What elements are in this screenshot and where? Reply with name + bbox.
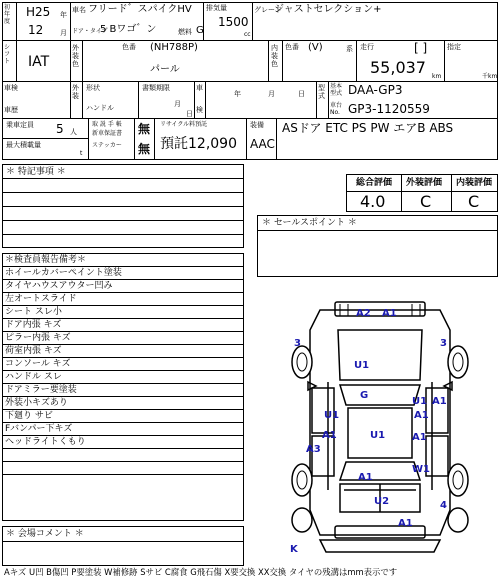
inspect-label: 検 <box>196 106 203 114</box>
mark-roof: U1 <box>370 430 386 441</box>
displacement-label: 排気量 <box>206 4 227 12</box>
year-unit: 年 <box>60 11 67 19</box>
load-unit: t <box>80 150 83 157</box>
grade-label: グレード <box>254 6 282 14</box>
inspector-note-item <box>2 449 244 462</box>
mark-hood: U1 <box>354 360 370 371</box>
shift-value: IAT <box>28 54 50 70</box>
inspector-note-item: 荷室内張 キズ <box>2 345 244 358</box>
inspector-note-item: コンソール キズ <box>2 358 244 371</box>
fuel-value: G <box>196 25 204 36</box>
color-name: パール <box>150 64 180 75</box>
inspector-note-item: ホイールカバーペイント塗装 <box>2 267 244 280</box>
mark-front-left: A2 <box>356 308 371 319</box>
venue-comment-title: ＊ 会場コメント ＊ <box>6 529 84 539</box>
legend-text: Aキズ U凹 B傷凹 P要塗装 W補修跡 Sサビ C腐食 G飛石傷 X要交換 XX交換 タイヤの残溝はmm表示です <box>4 567 398 577</box>
mark-right-door-lower: A1 <box>414 410 429 421</box>
mark-rear-fender-right: A1 <box>412 432 427 443</box>
inspector-note-item: タイヤハウスアウター凹み <box>2 280 244 293</box>
mark-right-rear-fender: W1 <box>412 464 430 475</box>
mileage-label: 走行 <box>360 43 374 51</box>
manual-label: 取 説 手 帳 <box>92 121 122 128</box>
equipment-list: ASドア ETC PS PW エアB ABS <box>282 121 454 135</box>
vehicle-label: 車検 <box>4 84 18 92</box>
car-label: 車 <box>196 84 203 92</box>
mark-right-front-wheel: 3 <box>440 338 447 349</box>
equipment-label: 装備 <box>250 121 264 129</box>
inspector-note-item <box>2 475 244 488</box>
handle-label: ハンドル <box>86 104 114 112</box>
door-type-label: ドア・タイプ <box>72 28 108 35</box>
mark-rear-bumper: A1 <box>398 518 413 529</box>
mark-left-door-upper: U1 <box>324 410 340 421</box>
total-rating-label: 総合評価 <box>356 178 393 188</box>
mark-trunk: U2 <box>374 496 390 507</box>
interior-rating-label: 内装評価 <box>456 178 493 188</box>
year-value: H25 <box>26 5 51 19</box>
era-label: 初年度 <box>4 4 11 25</box>
inspector-note-item: ドア内張 キズ <box>2 319 244 332</box>
inspector-note-item <box>2 462 244 475</box>
inspector-note-item: ハンドル スレ <box>2 371 244 384</box>
inspector-note-item: Fバンパー下キズ <box>2 423 244 436</box>
inspector-note-item: 左オートスライド <box>2 293 244 306</box>
shift-label: シフト <box>4 44 11 65</box>
mark-right-rear-wheel: 4 <box>440 500 447 511</box>
fuel-label: 燃料 <box>178 28 192 36</box>
mark-right-door-upper: U1 <box>412 396 428 407</box>
interior-color-label: 色番 <box>285 43 299 51</box>
mileage-bracket: [ ] <box>414 41 428 55</box>
chassis: GP3-1120559 <box>348 102 430 116</box>
exterior-label: 外装色 <box>72 44 79 68</box>
recycle-label: リサイクル料預託 <box>160 121 208 128</box>
sticker-value: 無 <box>138 142 151 156</box>
mileage-unit: km <box>432 73 442 80</box>
total-rating: 4.0 <box>360 192 386 211</box>
door-type: 5 Bワゴ゛ン <box>100 24 157 35</box>
interior-rating: C <box>468 192 480 211</box>
designated-unit: 千km <box>482 73 498 80</box>
load-label: 最大積載量 <box>6 141 41 149</box>
row3-month-unit: 月 <box>268 90 275 98</box>
doc-month: 月 <box>174 100 181 108</box>
doc-label: 書類期限 <box>142 84 170 92</box>
base-model: DAA-GP3 <box>348 83 403 97</box>
exterior-rating: C <box>420 192 432 211</box>
designated-label: 指定 <box>447 43 461 51</box>
special-notes-title: ＊ 特記事項 ＊ <box>6 167 66 177</box>
form-label: 形状 <box>86 84 100 92</box>
interior-label: 内装色 <box>271 44 278 68</box>
mark-left-rear-fender: A3 <box>306 444 321 455</box>
inspector-note-item: 外装小キズあり <box>2 397 244 410</box>
mileage-value: 55,037 <box>370 58 426 77</box>
displacement-unit: cc <box>244 31 251 38</box>
inspector-notes-title: ＊検査員報告備考＊ <box>2 254 244 267</box>
sales-point-title: ＊ セールスポイント ＊ <box>262 218 357 228</box>
mark-windshield: G <box>360 390 369 401</box>
mark-rear-center: A1 <box>358 472 373 483</box>
capacity-label: 乗車定員 <box>6 121 34 129</box>
vehicle-damage-diagram <box>280 290 480 560</box>
month-value: 12 <box>28 23 44 37</box>
inspector-note-item: ドアミラー要塗装 <box>2 384 244 397</box>
interior-color: (V) <box>308 42 323 53</box>
inspector-note-item: 下廻り サビ <box>2 410 244 423</box>
new-warranty-label: 新車保証書 <box>92 130 123 137</box>
mark-left-door-lower: A1 <box>322 430 337 441</box>
row3-year-unit: 年 <box>234 90 241 98</box>
capacity: 5 <box>56 122 64 136</box>
recycle-value: 預託12,090 <box>160 136 237 152</box>
car-name-label: 車名 <box>72 6 86 14</box>
inspector-note-item: シート スレ小 <box>2 306 244 319</box>
color-code-label: 色番 <box>122 43 136 51</box>
exterior-rating-label: 外装評価 <box>406 178 443 188</box>
doc-day: 日 <box>186 110 193 118</box>
base-model-label: 基本型式 <box>330 83 343 97</box>
car-name: フリード゛スパイクHV <box>88 4 192 15</box>
inspector-note-item: ヘッドライトくもり <box>2 436 244 449</box>
mark-bottom-k: K <box>290 544 298 555</box>
displacement-value: 1500 <box>218 15 249 29</box>
sticker-label: ステッカー <box>92 142 122 149</box>
row3-exterior-label: 外装 <box>72 84 79 100</box>
grade-value: ジャストセレクション+ <box>274 4 382 15</box>
color-code: (NH788P) <box>150 42 198 53</box>
chassis-label: 車台No. <box>330 102 343 116</box>
interior-suffix: 系 <box>346 45 353 53</box>
inspector-note-item: ピラー内張 キズ <box>2 332 244 345</box>
history-label: 車歴 <box>4 106 18 114</box>
month-unit: 月 <box>60 29 67 37</box>
manual-value: 無 <box>138 122 151 136</box>
capacity-unit: 人 <box>70 128 77 136</box>
row3-day-unit: 日 <box>298 90 305 98</box>
mark-right-door-upper2: A1 <box>432 396 447 407</box>
mark-front-right: A1 <box>382 308 397 319</box>
mark-left-front-wheel: 3 <box>294 338 301 349</box>
aircon-value: AAC <box>250 137 275 151</box>
model-label: 型式 <box>318 84 325 100</box>
